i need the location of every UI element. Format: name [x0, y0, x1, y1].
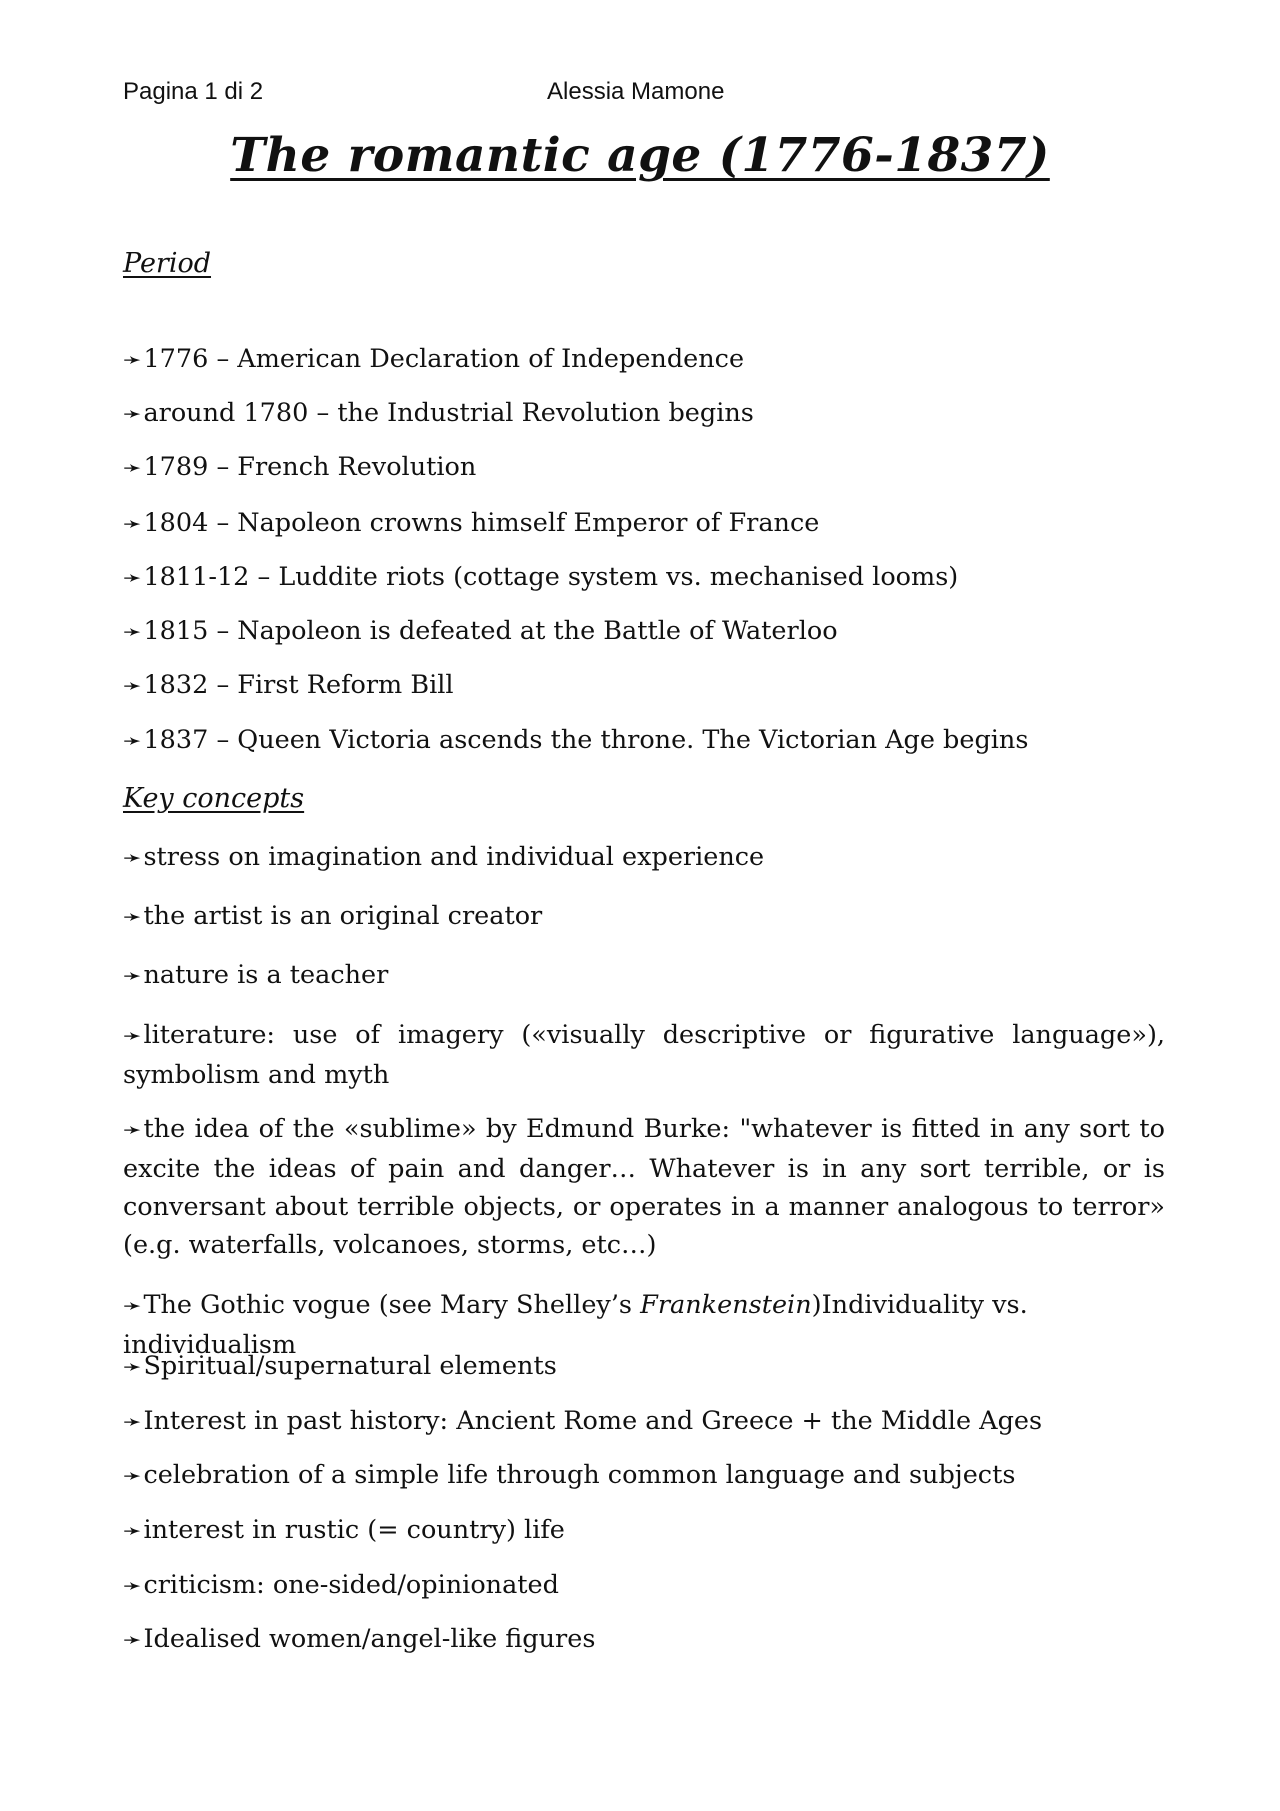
author-name: Alessia Mamone [547, 78, 725, 105]
arrow-icon: ➛ [123, 1574, 142, 1599]
document-title: The romantic age (1776-1837) [230, 128, 1050, 183]
concept-item: ➛the artist is an original creator [123, 901, 543, 931]
concept-item: ➛the idea of the «sublime» by Edmund Burke: "whatever is fitted in any sort to excite the ideas of pain and danger… Whatever is in any sort terrible, or is conversant about terrible objects, or operates in a manner analogous to terror» (e.g. waterfalls, volcanoes, storms, etc…) [123, 1114, 1165, 1260]
concept-item: ➛stress on imagination and individual experience [123, 842, 765, 872]
period-item: ➛1815 – Napoleon is defeated at the Battle of Waterloo [123, 616, 838, 646]
page-header [123, 78, 1163, 108]
concept-item: ➛Spiritual/supernatural elements [123, 1351, 557, 1381]
concept-item: ➛Interest in past history: Ancient Rome and Greece + the Middle Ages [123, 1406, 1043, 1436]
concept-item: ➛literature: use of imagery («visually descriptive or figurative language»), symbolism and myth [123, 1020, 1165, 1090]
period-item: ➛1804 – Napoleon crowns himself Emperor of France [123, 508, 820, 538]
arrow-icon: ➛ [123, 846, 142, 871]
arrow-icon: ➛ [123, 729, 142, 754]
arrow-icon: ➛ [123, 402, 142, 427]
period-item: ➛1837 – Queen Victoria ascends the throne. The Victorian Age begins [123, 725, 1029, 755]
arrow-icon: ➛ [123, 348, 142, 373]
period-item: ➛1832 – First Reform Bill [123, 670, 454, 700]
book-title: Frankenstein [640, 1290, 812, 1320]
period-item: ➛1776 – American Declaration of Independence [123, 344, 745, 374]
arrow-icon: ➛ [123, 512, 142, 537]
arrow-icon: ➛ [123, 1628, 142, 1653]
concept-item: ➛nature is a teacher [123, 960, 389, 990]
arrow-icon: ➛ [123, 456, 142, 481]
arrow-icon: ➛ [123, 1464, 142, 1489]
arrow-icon: ➛ [123, 1410, 142, 1435]
concept-item: ➛celebration of a simple life through common language and subjects [123, 1460, 1016, 1490]
arrow-icon: ➛ [123, 1294, 142, 1319]
arrow-icon: ➛ [123, 620, 142, 645]
concept-item: ➛criticism: one-sided/opinionated [123, 1570, 559, 1600]
page-number: Pagina 1 di 2 [123, 78, 264, 105]
arrow-icon: ➛ [123, 1118, 142, 1143]
arrow-icon: ➛ [123, 674, 142, 699]
period-item: ➛1789 – French Revolution [123, 452, 477, 482]
period-item: ➛1811-12 – Luddite riots (cottage system vs. mechanised looms) [123, 562, 959, 592]
key-concepts-heading: Key concepts [123, 783, 305, 814]
concept-item: ➛interest in rustic (= country) life [123, 1515, 565, 1545]
period-item: ➛around 1780 – the Industrial Revolution begins [123, 398, 754, 428]
arrow-icon: ➛ [123, 566, 142, 591]
concept-item: ➛The Gothic vogue (see Mary Shelley’s Frankenstein)Individuality vs. individualism [123, 1290, 1028, 1360]
arrow-icon: ➛ [123, 905, 142, 930]
arrow-icon: ➛ [123, 1024, 142, 1049]
concept-item: ➛Idealised women/angel-like figures [123, 1624, 596, 1654]
arrow-icon: ➛ [123, 1355, 142, 1380]
period-heading: Period [123, 248, 212, 279]
arrow-icon: ➛ [123, 1519, 142, 1544]
arrow-icon: ➛ [123, 964, 142, 989]
